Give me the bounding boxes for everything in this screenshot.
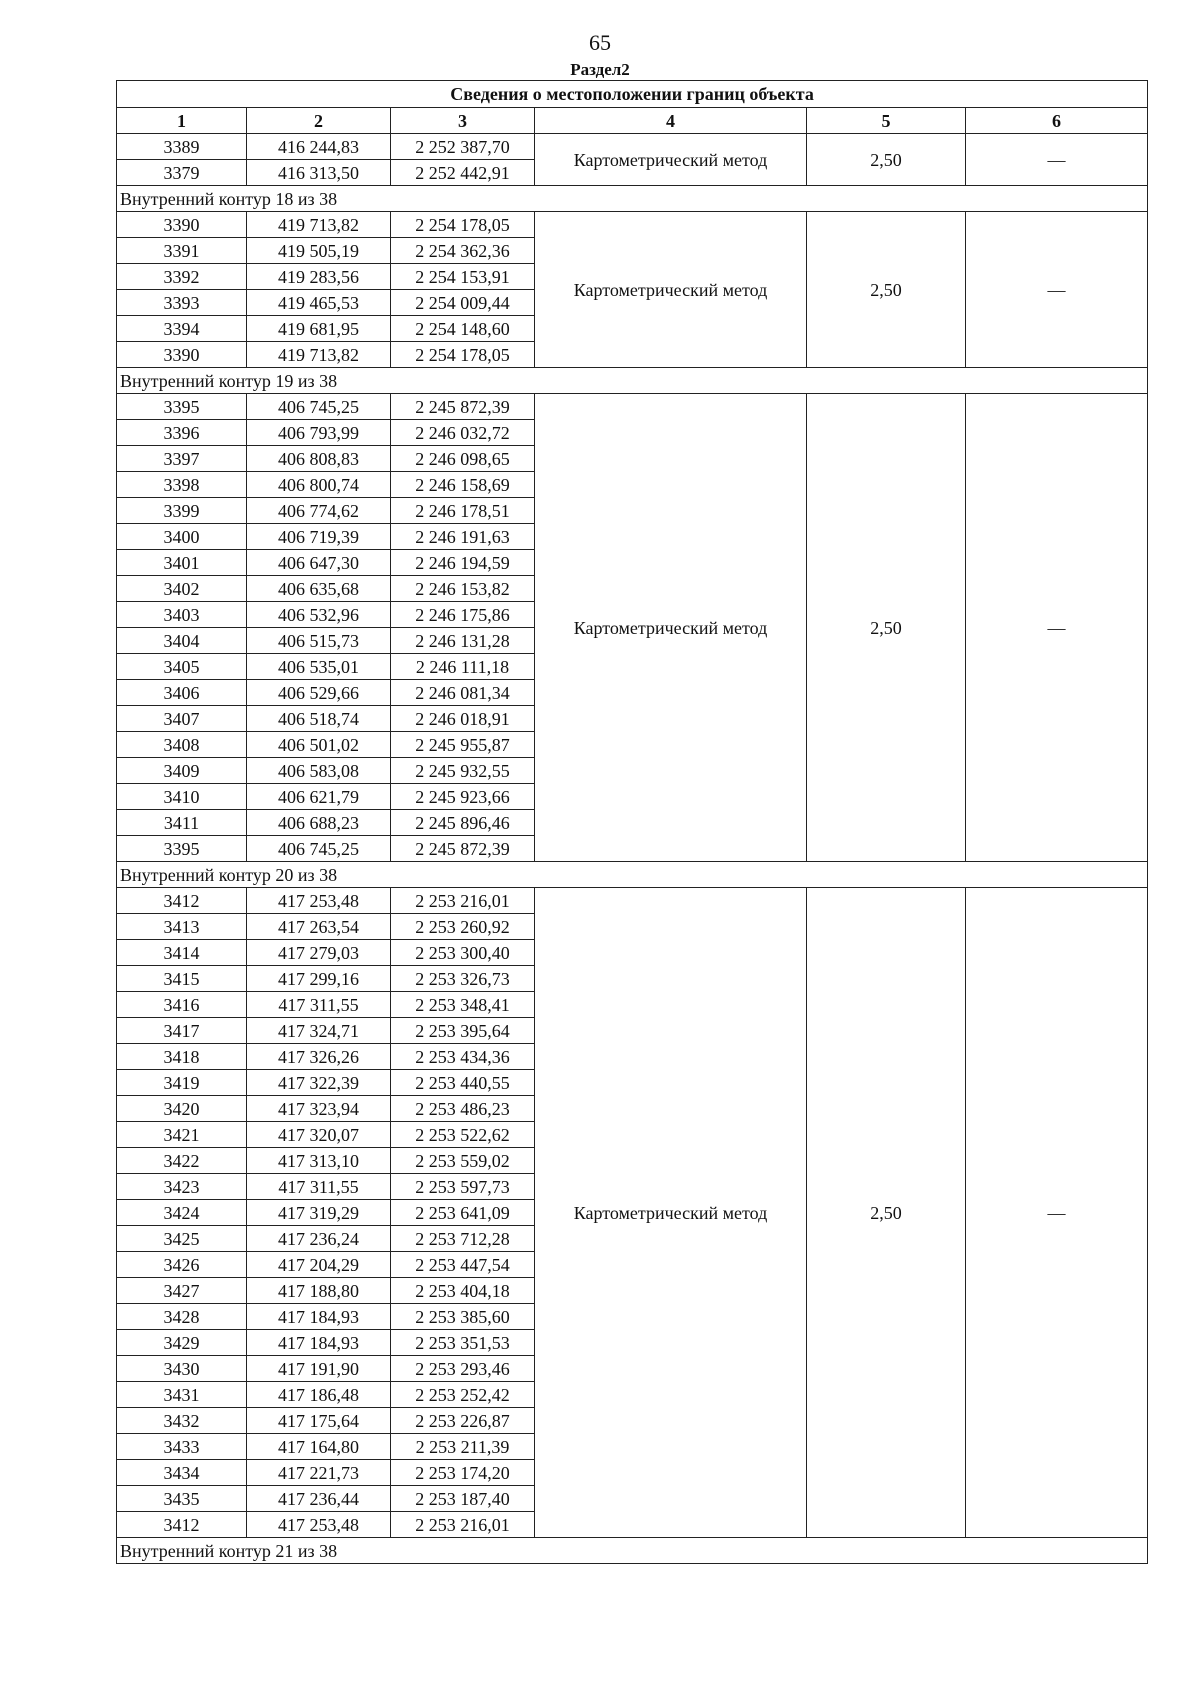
point-number: 3401 <box>117 550 247 576</box>
point-number: 3416 <box>117 992 247 1018</box>
point-number: 3403 <box>117 602 247 628</box>
coordinate-y: 2 253 597,73 <box>391 1174 535 1200</box>
coordinate-x: 406 583,08 <box>247 758 391 784</box>
coordinate-x: 406 719,39 <box>247 524 391 550</box>
coordinate-x: 419 713,82 <box>247 212 391 238</box>
coordinate-x: 406 621,79 <box>247 784 391 810</box>
column-header: 3 <box>391 108 535 134</box>
coordinate-y: 2 253 641,09 <box>391 1200 535 1226</box>
coordinate-y: 2 253 187,40 <box>391 1486 535 1512</box>
column-header: 1 <box>117 108 247 134</box>
coordinate-y: 2 254 009,44 <box>391 290 535 316</box>
coordinate-x: 419 465,53 <box>247 290 391 316</box>
coordinate-y: 2 246 158,69 <box>391 472 535 498</box>
point-number: 3423 <box>117 1174 247 1200</box>
boundary-coordinates-table <box>116 80 1148 1564</box>
coordinate-x: 417 263,54 <box>247 914 391 940</box>
coordinate-x: 417 326,26 <box>247 1044 391 1070</box>
point-number: 3432 <box>117 1408 247 1434</box>
coordinate-y: 2 253 404,18 <box>391 1278 535 1304</box>
coordinate-y: 2 245 932,55 <box>391 758 535 784</box>
point-number: 3417 <box>117 1018 247 1044</box>
contour-label: Внутренний контур 18 из 38 <box>117 186 1148 212</box>
column-header: 4 <box>535 108 807 134</box>
coordinate-y: 2 252 387,70 <box>391 134 535 160</box>
coordinate-y: 2 252 442,91 <box>391 160 535 186</box>
table-row <box>117 394 1148 420</box>
coordinate-x: 406 688,23 <box>247 810 391 836</box>
coordinate-x: 417 322,39 <box>247 1070 391 1096</box>
coordinate-y: 2 253 559,02 <box>391 1148 535 1174</box>
coordinate-x: 417 236,24 <box>247 1226 391 1252</box>
coordinate-y: 2 245 923,66 <box>391 784 535 810</box>
coordinate-y: 2 246 153,82 <box>391 576 535 602</box>
coordinate-x: 417 299,16 <box>247 966 391 992</box>
contour-label: Внутренний контур 21 из 38 <box>117 1538 1148 1564</box>
point-number: 3422 <box>117 1148 247 1174</box>
point-number: 3428 <box>117 1304 247 1330</box>
coordinate-x: 417 253,48 <box>247 888 391 914</box>
table-caption-row <box>117 81 1148 108</box>
coordinate-x: 406 745,25 <box>247 394 391 420</box>
coordinate-y: 2 253 486,23 <box>391 1096 535 1122</box>
coordinate-x: 406 535,01 <box>247 654 391 680</box>
point-number: 3426 <box>117 1252 247 1278</box>
coordinate-y: 2 253 300,40 <box>391 940 535 966</box>
coordinate-y: 2 253 522,62 <box>391 1122 535 1148</box>
column-6-value: — <box>966 212 1148 368</box>
coordinate-x: 417 323,94 <box>247 1096 391 1122</box>
coordinate-x: 406 647,30 <box>247 550 391 576</box>
coordinate-x: 417 253,48 <box>247 1512 391 1538</box>
coordinate-y: 2 246 018,91 <box>391 706 535 732</box>
coordinate-y: 2 245 872,39 <box>391 394 535 420</box>
coordinate-y: 2 253 348,41 <box>391 992 535 1018</box>
coordinate-x: 417 236,44 <box>247 1486 391 1512</box>
coordinate-x: 406 515,73 <box>247 628 391 654</box>
coordinate-y: 2 246 194,59 <box>391 550 535 576</box>
coordinate-x: 417 324,71 <box>247 1018 391 1044</box>
contour-label: Внутренний контур 19 из 38 <box>117 368 1148 394</box>
point-number: 3424 <box>117 1200 247 1226</box>
point-number: 3398 <box>117 472 247 498</box>
coordinate-y: 2 253 385,60 <box>391 1304 535 1330</box>
coordinate-x: 406 532,96 <box>247 602 391 628</box>
coordinate-x: 406 745,25 <box>247 836 391 862</box>
coordinate-x: 417 313,10 <box>247 1148 391 1174</box>
contour-label: Внутренний контур 20 из 38 <box>117 862 1148 888</box>
column-6-value: — <box>966 134 1148 186</box>
coordinate-x: 417 184,93 <box>247 1330 391 1356</box>
table-row <box>117 134 1148 160</box>
coordinate-y: 2 253 226,87 <box>391 1408 535 1434</box>
coordinate-x: 417 320,07 <box>247 1122 391 1148</box>
coordinate-x: 417 188,80 <box>247 1278 391 1304</box>
coordinate-x: 417 184,93 <box>247 1304 391 1330</box>
point-number: 3379 <box>117 160 247 186</box>
coordinate-y: 2 246 131,28 <box>391 628 535 654</box>
coordinate-x: 406 800,74 <box>247 472 391 498</box>
point-number: 3412 <box>117 888 247 914</box>
accuracy-value: 2,50 <box>807 888 966 1538</box>
coordinate-y: 2 253 326,73 <box>391 966 535 992</box>
coordinate-x: 419 713,82 <box>247 342 391 368</box>
coordinate-y: 2 246 175,86 <box>391 602 535 628</box>
point-number: 3406 <box>117 680 247 706</box>
coordinate-y: 2 253 211,39 <box>391 1434 535 1460</box>
contour-label-row <box>117 862 1148 888</box>
column-header: 5 <box>807 108 966 134</box>
coordinate-y: 2 253 260,92 <box>391 914 535 940</box>
point-number: 3414 <box>117 940 247 966</box>
contour-label-row <box>117 1538 1148 1564</box>
coordinate-x: 417 311,55 <box>247 992 391 1018</box>
point-number: 3431 <box>117 1382 247 1408</box>
column-header: 2 <box>247 108 391 134</box>
coordinate-x: 417 175,64 <box>247 1408 391 1434</box>
point-number: 3421 <box>117 1122 247 1148</box>
point-number: 3392 <box>117 264 247 290</box>
column-number-row <box>117 108 1148 134</box>
point-number: 3394 <box>117 316 247 342</box>
determination-method: Картометрический метод <box>535 212 807 368</box>
column-6-value: — <box>966 394 1148 862</box>
coordinate-y: 2 253 440,55 <box>391 1070 535 1096</box>
table-body <box>117 134 1148 1564</box>
point-number: 3395 <box>117 836 247 862</box>
coordinate-x: 406 774,62 <box>247 498 391 524</box>
accuracy-value: 2,50 <box>807 212 966 368</box>
point-number: 3413 <box>117 914 247 940</box>
point-number: 3395 <box>117 394 247 420</box>
coordinate-x: 419 505,19 <box>247 238 391 264</box>
point-number: 3389 <box>117 134 247 160</box>
coordinate-y: 2 253 447,54 <box>391 1252 535 1278</box>
point-number: 3435 <box>117 1486 247 1512</box>
coordinate-y: 2 246 081,34 <box>391 680 535 706</box>
table-caption: Сведения о местоположении границ объекта <box>117 81 1148 108</box>
point-number: 3411 <box>117 810 247 836</box>
point-number: 3399 <box>117 498 247 524</box>
point-number: 3409 <box>117 758 247 784</box>
coordinate-x: 417 279,03 <box>247 940 391 966</box>
point-number: 3405 <box>117 654 247 680</box>
coordinate-y: 2 253 712,28 <box>391 1226 535 1252</box>
accuracy-value: 2,50 <box>807 134 966 186</box>
column-6-value: — <box>966 888 1148 1538</box>
point-number: 3404 <box>117 628 247 654</box>
coordinate-x: 419 681,95 <box>247 316 391 342</box>
table-row <box>117 888 1148 914</box>
coordinate-y: 2 253 351,53 <box>391 1330 535 1356</box>
point-number: 3393 <box>117 290 247 316</box>
coordinate-x: 406 518,74 <box>247 706 391 732</box>
table-row <box>117 212 1148 238</box>
determination-method: Картометрический метод <box>535 394 807 862</box>
coordinate-y: 2 246 111,18 <box>391 654 535 680</box>
point-number: 3390 <box>117 342 247 368</box>
coordinate-x: 416 313,50 <box>247 160 391 186</box>
section-title: Раздел2 <box>570 60 630 79</box>
point-number: 3400 <box>117 524 247 550</box>
coordinate-y: 2 245 872,39 <box>391 836 535 862</box>
coordinate-y: 2 253 293,46 <box>391 1356 535 1382</box>
coordinate-y: 2 253 216,01 <box>391 1512 535 1538</box>
coordinate-x: 406 635,68 <box>247 576 391 602</box>
coordinate-y: 2 253 434,36 <box>391 1044 535 1070</box>
coordinate-y: 2 253 252,42 <box>391 1382 535 1408</box>
contour-label-row <box>117 368 1148 394</box>
point-number: 3415 <box>117 966 247 992</box>
point-number: 3410 <box>117 784 247 810</box>
coordinate-x: 417 191,90 <box>247 1356 391 1382</box>
accuracy-value: 2,50 <box>807 394 966 862</box>
coordinate-x: 406 793,99 <box>247 420 391 446</box>
point-number: 3408 <box>117 732 247 758</box>
coordinate-x: 417 319,29 <box>247 1200 391 1226</box>
point-number: 3430 <box>117 1356 247 1382</box>
coordinate-y: 2 254 153,91 <box>391 264 535 290</box>
point-number: 3402 <box>117 576 247 602</box>
coordinate-y: 2 246 032,72 <box>391 420 535 446</box>
coordinate-x: 417 221,73 <box>247 1460 391 1486</box>
coordinate-y: 2 253 216,01 <box>391 888 535 914</box>
coordinate-x: 416 244,83 <box>247 134 391 160</box>
coordinate-x: 406 529,66 <box>247 680 391 706</box>
point-number: 3425 <box>117 1226 247 1252</box>
point-number: 3396 <box>117 420 247 446</box>
coordinate-y: 2 246 191,63 <box>391 524 535 550</box>
coordinate-x: 417 164,80 <box>247 1434 391 1460</box>
point-number: 3433 <box>117 1434 247 1460</box>
point-number: 3419 <box>117 1070 247 1096</box>
point-number: 3397 <box>117 446 247 472</box>
page-number: 65 <box>589 30 611 55</box>
coordinate-x: 419 283,56 <box>247 264 391 290</box>
column-header: 6 <box>966 108 1148 134</box>
coordinate-y: 2 253 174,20 <box>391 1460 535 1486</box>
coordinate-y: 2 254 178,05 <box>391 212 535 238</box>
coordinate-y: 2 254 178,05 <box>391 342 535 368</box>
coordinate-x: 406 808,83 <box>247 446 391 472</box>
point-number: 3427 <box>117 1278 247 1304</box>
point-number: 3412 <box>117 1512 247 1538</box>
coordinate-y: 2 254 148,60 <box>391 316 535 342</box>
point-number: 3429 <box>117 1330 247 1356</box>
coordinate-x: 417 311,55 <box>247 1174 391 1200</box>
point-number: 3420 <box>117 1096 247 1122</box>
coordinate-x: 417 204,29 <box>247 1252 391 1278</box>
contour-label-row <box>117 186 1148 212</box>
point-number: 3418 <box>117 1044 247 1070</box>
determination-method: Картометрический метод <box>535 134 807 186</box>
coordinate-x: 417 186,48 <box>247 1382 391 1408</box>
point-number: 3407 <box>117 706 247 732</box>
coordinate-y: 2 245 955,87 <box>391 732 535 758</box>
point-number: 3434 <box>117 1460 247 1486</box>
coordinate-x: 406 501,02 <box>247 732 391 758</box>
coordinate-y: 2 253 395,64 <box>391 1018 535 1044</box>
coordinate-y: 2 254 362,36 <box>391 238 535 264</box>
coordinate-y: 2 245 896,46 <box>391 810 535 836</box>
point-number: 3390 <box>117 212 247 238</box>
coordinate-y: 2 246 178,51 <box>391 498 535 524</box>
point-number: 3391 <box>117 238 247 264</box>
determination-method: Картометрический метод <box>535 888 807 1538</box>
coordinate-y: 2 246 098,65 <box>391 446 535 472</box>
